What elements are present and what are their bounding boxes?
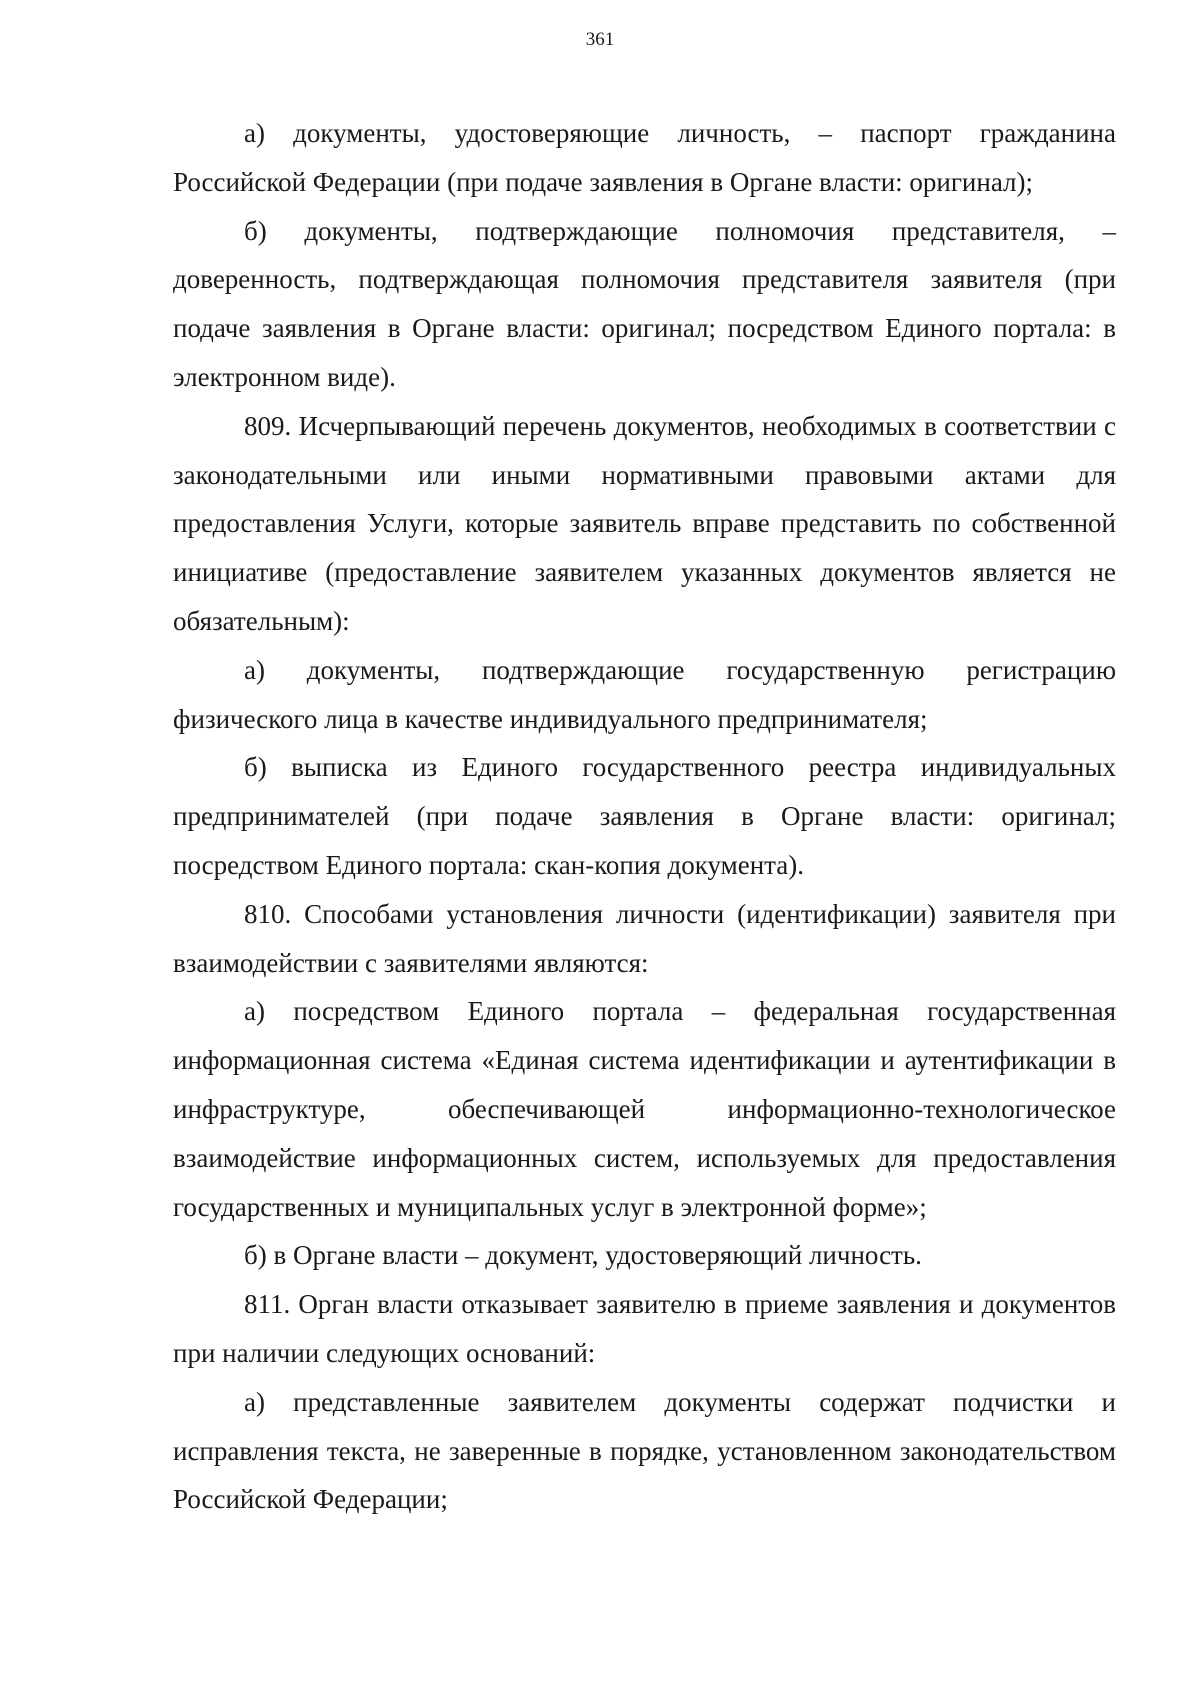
- paragraph-809-b: б) выписка из Единого государственного реестра индивидуальных предпринимателей (при подаче заявления в Органе власти: оригинал; посредством Единого портала: скан-копия документа).: [173, 752, 1116, 880]
- page-number: 361: [585, 29, 615, 50]
- paragraph-810: 810. Способами установления личности (идентификации) заявителя при взаимодействии с заявителями являются:: [173, 898, 1116, 978]
- paragraph-811-a: а) представленные заявителем документы содержат подчистки и исправления текста, не заверенные в порядке, установленном законодательством Российской Федерации;: [173, 1386, 1116, 1515]
- paragraph-809-a: а) документы, подтверждающие государственную регистрацию физического лица в качестве индивидуального предпринимателя;: [173, 654, 1116, 734]
- document-body: [173, 109, 1116, 1524]
- paragraph-811: 811. Орган власти отказывает заявителю в приеме заявления и документов при наличии следующих оснований:: [173, 1289, 1116, 1368]
- paragraph-810-b: б) в Органе власти – документ, удостоверяющий личность.: [244, 1240, 922, 1271]
- paragraph-809: 809. Исчерпывающий перечень документов, необходимых в соответствии с законодательными или иными нормативными правовыми актами для предоставления Услуги, которые заявитель вправе представить по собственной инициативе (предоставление заявителем указанных документов является не обязательным):: [173, 410, 1116, 636]
- paragraph-representative-documents: б) документы, подтверждающие полномочия представителя, – доверенность, подтверждающая полномочия представителя заявителя (при подаче заявления в Органе власти: оригинал; посредством Единого портала: в электронном виде).: [173, 215, 1116, 392]
- paragraph-identity-documents: а) документы, удостоверяющие личность, – паспорт гражданина Российской Федерации (при подаче заявления в Органе власти: оригинал);: [173, 118, 1116, 197]
- paragraph-810-a: а) посредством Единого портала – федеральная государственная информационная система «Единая система идентификации и аутентификации в инфраструктуре, обеспечивающей информационно-технологическое взаимодействие информационных систем, используемых для предоставления государственных и муниципальных услуг в электронной форме»;: [173, 996, 1116, 1222]
